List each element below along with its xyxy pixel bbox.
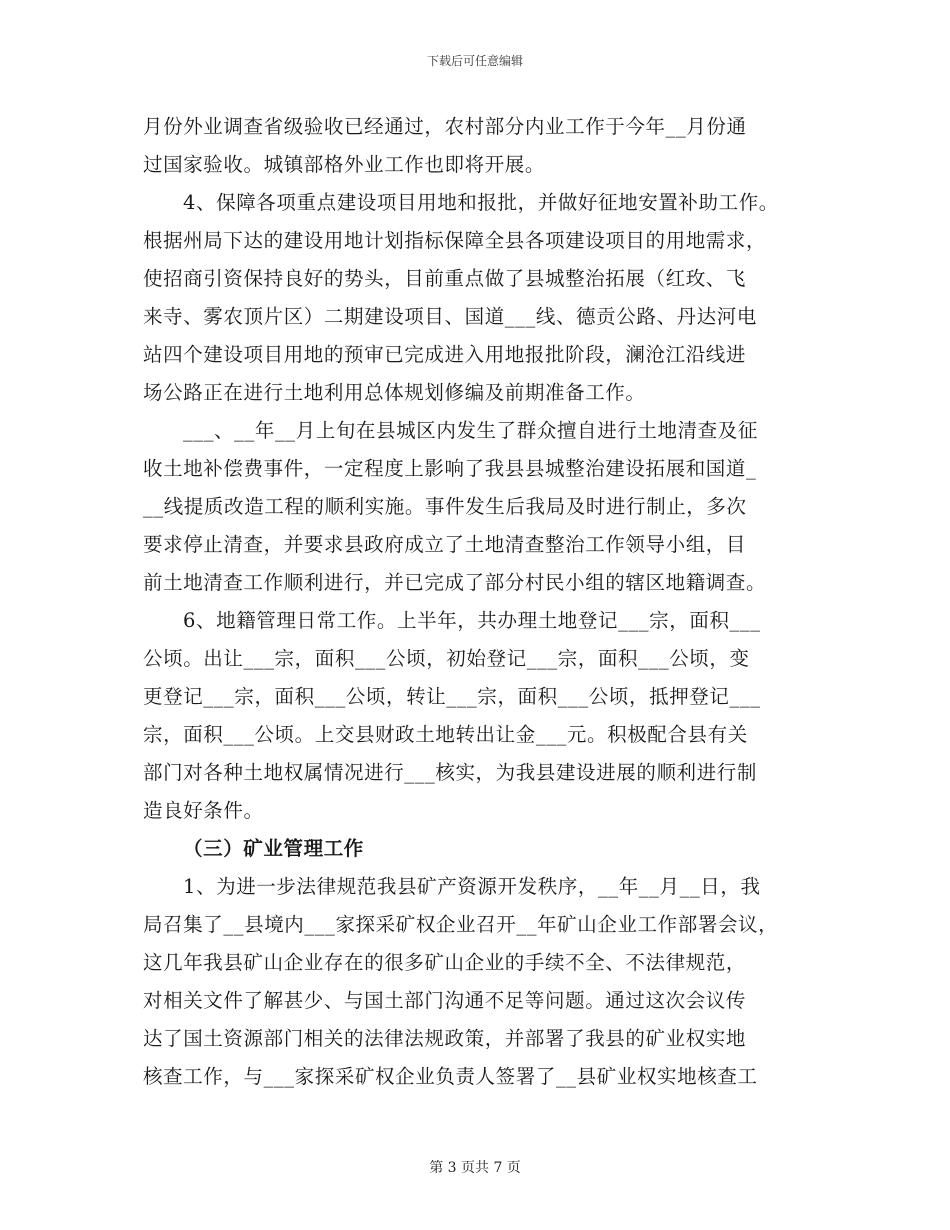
text-line: 部门对各种土地权属情况进行___核实，为我县建设进展的顺利进行制 <box>143 761 757 784</box>
text-line: 来寺、雾农顶片区）二期建设项目、国道___线、德贡公路、丹达河电 <box>143 305 757 328</box>
text-line: 公顷。出让___宗，面积___公顷，初始登记___宗，面积___公顷，变 <box>143 647 750 670</box>
page-header: 下载后可任意编辑 <box>426 54 523 68</box>
text-line: 核查工作，与___家探采矿权企业负责人签署了__县矿业权实地核查工 <box>143 1065 758 1088</box>
text-line: 月份外业调查省级验收已经通过，农村部分内业工作于今年__月份通 <box>143 115 747 138</box>
text-line: 这几年我县矿山企业存在的很多矿山企业的手续不全、不法律规范， <box>143 951 747 974</box>
text-line: 更登记___宗，面积___公顷，转让___宗，面积___公顷，抵押登记___ <box>143 685 761 708</box>
text-line: 过国家验收。城镇部格外业工作也即将开展。 <box>143 153 546 176</box>
text-line: 达了国土资源部门相关的法律法规政策，并部署了我县的矿业权实地 <box>143 1027 747 1050</box>
text-line: 造良好条件。 <box>143 799 264 822</box>
text-line: 6、地籍管理日常工作。上半年，共办理土地登记___宗，面积___ <box>183 609 761 632</box>
text-line: 对相关文件了解甚少、与国土部门沟通不足等问题。通过这次会议传 <box>143 989 747 1012</box>
text-line: 前土地清查工作顺利进行，并已完成了部分村民小组的辖区地籍调查。 <box>143 571 767 594</box>
text-line: __线提质改造工程的顺利实施。事件发生后我局及时进行制止，多次 <box>143 495 747 518</box>
text-line: 局召集了__县境内___家探采矿权企业召开__年矿山企业工作部署会议， <box>143 913 779 936</box>
text-line: 场公路正在进行土地利用总体规划修编及前期准备工作。 <box>143 381 646 404</box>
page-number: 第 3 页共 7 页 <box>429 1160 521 1176</box>
text-line: 使招商引资保持良好的势头，目前重点做了县城整治拓展（红玫、飞 <box>143 267 747 290</box>
text-line: 要求停止清查，并要求县政府成立了土地清查整治工作领导小组，目 <box>143 533 747 556</box>
text-line: 1、为进一步法律规范我县矿产资源开发秩序，__年__月__日，我 <box>183 875 761 898</box>
section-heading: （三）矿业管理工作 <box>183 837 364 860</box>
text-line: 宗，面积___公顷。上交县财政土地转出让金___元。积极配合县有关 <box>143 723 748 746</box>
text-line: 收土地补偿费事件，一定程度上影响了我县县城整治建设拓展和国道_ <box>143 457 757 480</box>
text-line: ___、__年__月上旬在县城区内发生了群众擅自进行土地清查及征 <box>183 419 758 442</box>
text-line: 4、保障各项重点建设项目用地和报批，并做好征地安置补助工作。 <box>183 191 779 214</box>
text-line: 站四个建设项目用地的预审已完成进入用地报批阶段，澜沧江沿线进 <box>143 343 747 366</box>
text-line: 根据州局下达的建设用地计划指标保障全县各项建设项目的用地需求， <box>143 229 767 252</box>
